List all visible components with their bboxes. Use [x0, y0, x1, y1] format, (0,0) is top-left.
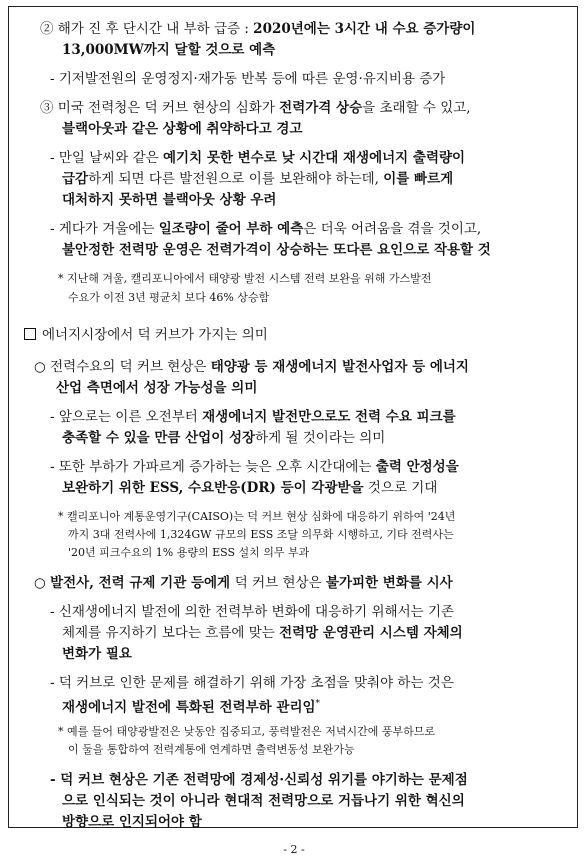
dash-winter-line1: - 게다가 겨울에는 일조량이 줄어 부하 예측은 더욱 어려움을 겪을 것이고, [50, 221, 482, 237]
dash-base-load-cost: - 기저발전원의 운영정지·재가동 반복 등에 따른 운영·유지비용 증가 [50, 71, 446, 87]
dash-grid-system-line3: 변화가 필요 [62, 646, 132, 662]
item-2-line1: ② 해가 진 후 단시간 내 부하 급증 : 2020년에는 3시간 내 수요 증가량이 [40, 21, 476, 37]
dash-innovation-line2: 으로 인식되는 것이 아니라 현대적 전력망으로 거듭나기 위한 혁신의 [62, 793, 465, 809]
dash-ess-line1: - 또한 부하가 가파르게 증가하는 늦은 오후 시간대에는 출력 안정성을 [50, 459, 459, 475]
dash-grid-system-line2: 체제를 유지하기 보다는 흐름에 맞는 전력망 운영관리 시스템 자체의 [62, 625, 463, 641]
dash-load-mgmt-line1: - 덕 커브로 인한 문제를 해결하기 위해 가장 초점을 맞춰야 하는 것은 [50, 675, 454, 691]
note-winter-line2: 수요가 이전 3년 평균치 보다 46% 상승함 [68, 291, 270, 304]
page-number: - 2 - [283, 843, 305, 856]
note-solar-wind-line2: 이 둘을 통합하여 전력계통에 연계하면 출력변동성 보완가능 [68, 743, 355, 756]
dash-ess-line2: 보완하기 위한 ESS, 수요반응(DR) 등이 각광받을 것으로 기대 [62, 480, 438, 496]
circle-item-2-line1: ○ 발전사, 전력 규제 기관 등에게 덕 커브 현상은 불가피한 변화를 시사 [34, 575, 453, 591]
note-solar-wind-line1: * 예를 들어 태양광발전은 낮동안 집중되고, 풍력발전은 저녁시간에 풍부하므로 [58, 725, 435, 738]
dash-grid-system-line1: - 신재생에너지 발전에 의한 전력부하 변화에 대응하기 위해서는 기존 [50, 604, 455, 620]
circle-item-1-line1: ○ 전력수요의 덕 커브 현상은 태양광 등 재생에너지 발전사업자 등 에너지 [34, 359, 469, 375]
dash-weather-line1: - 만일 날씨와 같은 예기치 못한 변수로 낮 시간대 재생에너지 출력량이 [50, 150, 466, 166]
dash-innovation-line1: - 덕 커브 현상은 기존 전력망에 경제성·신뢰성 위기를 야기하는 문제점 [50, 772, 468, 788]
item-3-line2: 블랙아웃과 같은 상황에 취약하다고 경고 [62, 121, 303, 137]
dash-innovation-line3: 방향으로 인지되어야 함 [62, 814, 202, 830]
dash-weather-line3: 대처하지 못하면 블랙아웃 상황 우려 [62, 192, 277, 208]
item-2-line2: 13,000MW까지 달할 것으로 예측 [62, 42, 276, 58]
note-caiso-line2: 까지 3대 전력사에 1,324GW 규모의 ESS 조달 의무화 시행하고, 기타 전력사는 [68, 528, 454, 541]
square-bullet-icon [24, 328, 36, 340]
dash-load-mgmt-line2: 재생에너지 발전에 특화된 전력부하 관리임* [62, 699, 321, 716]
item-3-line1: ③ 미국 전력청은 덕 커브 현상의 심화가 전력가격 상승을 초래할 수 있고, [40, 100, 471, 116]
dash-morning-line1: - 앞으로는 이른 오전부터 재생에너지 발전만으로도 전력 수요 피크를 [50, 409, 456, 425]
circle-item-1-line2: 산업 측면에서 성장 가능성을 의미 [56, 380, 258, 396]
dash-winter-line2: 불안정한 전력망 운영은 전력가격이 상승하는 또다른 요인으로 작용할 것 [62, 242, 491, 258]
note-caiso-line3: '20년 피크수요의 1% 용량의 ESS 설치 의무 부과 [68, 546, 310, 559]
dash-morning-line2: 충족할 수 있을 만큼 산업이 성장하게 될 것이라는 의미 [62, 430, 386, 446]
dash-weather-line2: 급감하게 되면 다른 발전원으로 이를 보완해야 하는데, 이를 빠르게 [62, 171, 454, 187]
note-caiso-line1: * 캘리포니아 계통운영기구(CAISO)는 덕 커브 현상 심화에 대응하기 위하여 '24년 [58, 510, 456, 523]
note-winter-line1: * 지난해 겨울, 캘리포니아에서 태양광 발전 시스템 전력 보완을 위해 가스발전 [58, 272, 432, 285]
section-heading: 에너지시장에서 덕 커브가 가지는 의미 [24, 326, 268, 344]
